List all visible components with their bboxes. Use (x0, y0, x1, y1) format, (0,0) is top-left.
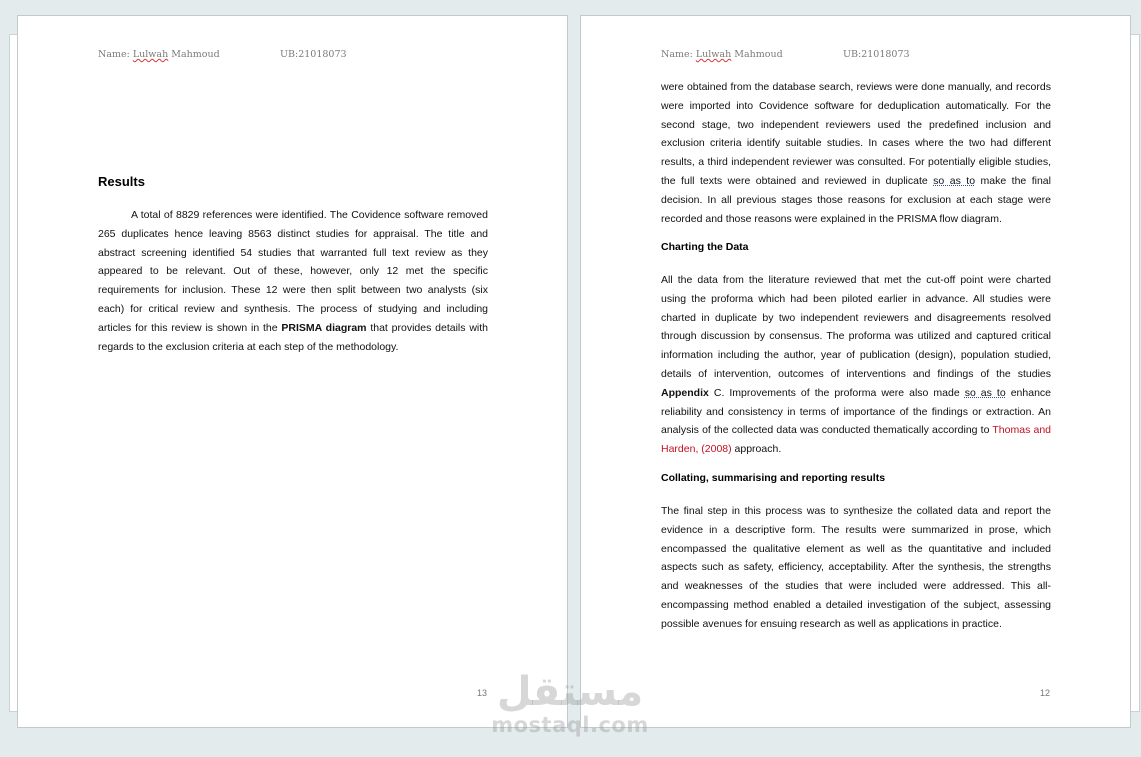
page-header-id: UB:21018073 (280, 49, 347, 60)
page-header-name: Name: Lulwah Mahmoud (98, 49, 220, 60)
section-heading-results: Results (98, 174, 145, 189)
paragraph-charting: All the data from the literature reviewed that met the cut-off point were charted using the proforma which had been piloted earlier in advance. All studies were charted in duplicate by two independent reviewers and disagreements resolved through discussion by consensus. The proforma was utilized and captured critical information including the author, year of publication (design), population studied, details of intervention, outcomes of interventions and findings of the studies Appendix C. Improvements of the proforma were also made so as to enhance reliability and consistency in terms of importance of the findings or extraction. An analysis of the collected data was conducted thematically according to Thomas and Harden, (2008) approach. (661, 274, 1051, 456)
page-header-name: Name: Lulwah Mahmoud (661, 49, 783, 60)
document-page-right (580, 15, 1131, 728)
paragraph-collating: The final step in this process was to synthesize the collated data and report the evidence in a descriptive form. The results were summarized in prose, which encompassed the qualitative element as well as the quantitative and included aspects such as safety, efficiency, acceptability. After the synthesis, the strengths and weaknesses of the studies that were included were addressed. This all-encompassing method enabled a detailed investigation of the subject, assessing possible avenues for ensuing research as well as applications in practice. (661, 505, 1051, 630)
spellcheck-flag[interactable]: Lulwah (695, 49, 732, 60)
page-number: 13 (477, 688, 488, 698)
page-header-id: UB:21018073 (843, 49, 910, 60)
paragraph-results: A total of 8829 references were identified. The Covidence software removed 265 duplicates hence leaving 8563 distinct studies for appraisal. The title and abstract screening identified 54 studies that warranted full text review as they appeared to be relevant. Out of these, however, only 12 met the specific requirements for inclusion. These 12 were then split between two analysts (six each) for critical review and synthesis. The process of studying and including articles for this review is shown in the PRISMA diagram that provides details with regards to the exclusion criteria at each step of the methodology. (98, 209, 488, 353)
paragraph-method-continued: were obtained from the database search, reviews were done manually, and records were imported into Covidence software for deduplication automatically. For the second stage, two independent reviewers used the predefined inclusion and exclusion criteria identify suitable studies. In cases where the two had different results, a third independent reviewer was consulted. For potentially eligible studies, the full texts were obtained and reviewed in duplicate so as to make the final decision. In all previous stages those reasons for exclusion at each stage were recorded and those reasons were explained in the PRISMA flow diagram. (661, 81, 1051, 225)
citation-link[interactable]: Thomas and Harden, (2008) (661, 424, 1051, 456)
document-page-left (17, 15, 568, 728)
watermark-arabic: مستقل (496, 669, 644, 715)
grammar-flag[interactable]: so as to (964, 386, 1006, 399)
page-number: 12 (1040, 688, 1051, 698)
grammar-flag[interactable]: so as to (933, 174, 976, 187)
section-heading-collating: Collating, summarising and reporting results (661, 472, 886, 484)
watermark-latin: mostaql.com (491, 713, 649, 737)
spellcheck-flag[interactable]: Lulwah (132, 49, 169, 60)
section-heading-charting: Charting the Data (661, 241, 749, 253)
